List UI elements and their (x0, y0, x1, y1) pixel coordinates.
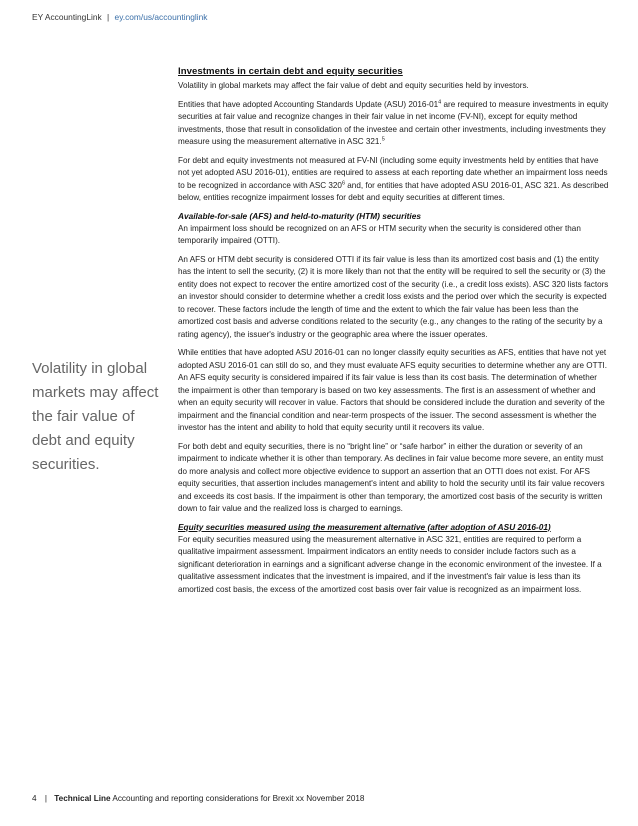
subheading-measurement-alternative: Equity securities measured using the measurement alternative (after adoption of ASU 2016-01) (178, 521, 551, 532)
paragraph-4: An impairment loss should be recognized on an AFS or HTM security when the security is considered other than temporarily impaired (OTTI). (178, 223, 581, 245)
subheading-afs-htm: Available-for-sale (AFS) and held-to-maturity (HTM) securities (178, 210, 421, 221)
pull-quote: Volatility in global markets may affect the fair value of debt and equity securities. (32, 360, 159, 473)
paragraph-3 (178, 155, 610, 205)
page-header (32, 12, 207, 22)
section-heading: Investments in certain debt and equity securities (178, 66, 403, 77)
main-content (178, 66, 610, 602)
paragraph-2-text-a: Entities that have adopted Accounting Standards Update (ASU) 2016-01 (178, 99, 439, 109)
paragraph-3-text-b: and, for entities that have adopted ASU 2016-01, ASC 321. As described below, entities recognize impairment losses for debt and equity securities at different times. (178, 180, 609, 202)
paragraph-5: An AFS or HTM debt security is considered OTTI if its fair value is less than its amortized cost basis and (1) the entity has the intent to sell the security, (2) it is more likely than not that the entity will be required to sell the security or (3) the entity does not expect to recover the entire amortized cost of the security (i.e., a credit loss exists). ASC 320 lists factors an investor should consider to determine whether a credit loss exists and the period over which the security is expected to recover. These factors include the length of time and the extent to which the fair value has been less than the amortized cost basis and adverse conditions related to the security (e.g., any changes to the rating of the security by a rating agency), the issuer's industry or the geographic area where the issuer operates. (178, 254, 609, 339)
paragraph-1: Volatility in global markets may affect the fair value of debt and equity securities held by investors. (178, 81, 529, 90)
publication-title: Accounting and reporting considerations for Brexit xx November 2018 (112, 794, 365, 803)
page-number: 4 (32, 794, 37, 803)
publication-name: Technical Line (54, 794, 111, 803)
page-footer (32, 794, 365, 803)
paragraph-2 (178, 99, 610, 149)
footnote-ref-6[interactable]: 6 (341, 179, 346, 186)
header-url-link[interactable]: ey.com/us/accountinglink (114, 12, 208, 22)
paragraph-6: While entities that have adopted ASU 2016-01 can no longer classify equity securities as AFS, entities that have not yet adopted ASU 2016-01 can still do so, and they must evaluate AFS equity securities to determine whether any are OTTI. An AFS equity security is considered impaired if its fair value is less than its cost basis. The determination of whether the impairment is other than temporary is based on two key assessments. The first is an assessment of whether and when an equity security will recover in value. Factors that should be considered include the duration and severity of the impairment and the financial condition and near-term prospects of the issuer. The second assessment is whether the investor has the intent and ability to hold that equity security until it recovers its value. (178, 348, 608, 432)
paragraph-7: For both debt and equity securities, there is no “bright line” or “safe harbor” in either the duration or severity of an impairment to indicate whether it is other than temporary. As declines in fair value become more severe, an entity must do more analysis and collect more objective evidence to support an assertion that an OTTI does not exist. For AFS equity securities, that assertion includes management's intent and ability to hold the security until its fair value recovers and exceeds its cost basis. If the impairment is other than temporary, the amortized cost basis of the security is written down to fair value and the realized loss is charged to earnings. (178, 441, 605, 513)
footnote-ref-4[interactable]: 4 (438, 98, 442, 105)
footnote-ref-5[interactable]: 5 (381, 136, 385, 143)
brand-name: EY AccountingLink (32, 12, 102, 22)
paragraph-3-text-a: For debt and equity investments not measured at FV-NI (including some equity investments held by entities that have not yet adopted ASU 2016-01), entities are required to assess at each reporting date whether an impairment loss needs to be recognized in accordance with ASC 320 (178, 155, 608, 190)
footer-separator: | (44, 794, 47, 803)
paragraph-2-text-b: are required to measure investments in equity securities at fair value and recognize changes in their fair value in net income (FV-NI), except for equity method investments, those that result in consolidation of the investee and certain other investments, including investments they measure using the measurement alternative in ASC 321. (178, 99, 609, 146)
paragraph-8: For equity securities measured using the measurement alternative in ASC 321, entities are required to perform a qualitative impairment assessment. Impairment indicators an entity needs to consider include factors such as a significant deterioration in earnings and a significant adverse change in the economic environment of the investee. If a qualitative assessment indicates that the investment is impaired, and if the investment's fair value is less than its amortized cost basis, the excess of the amortized cost basis over fair value is recognized as an impairment loss. (178, 534, 602, 594)
header-separator: | (107, 12, 110, 22)
